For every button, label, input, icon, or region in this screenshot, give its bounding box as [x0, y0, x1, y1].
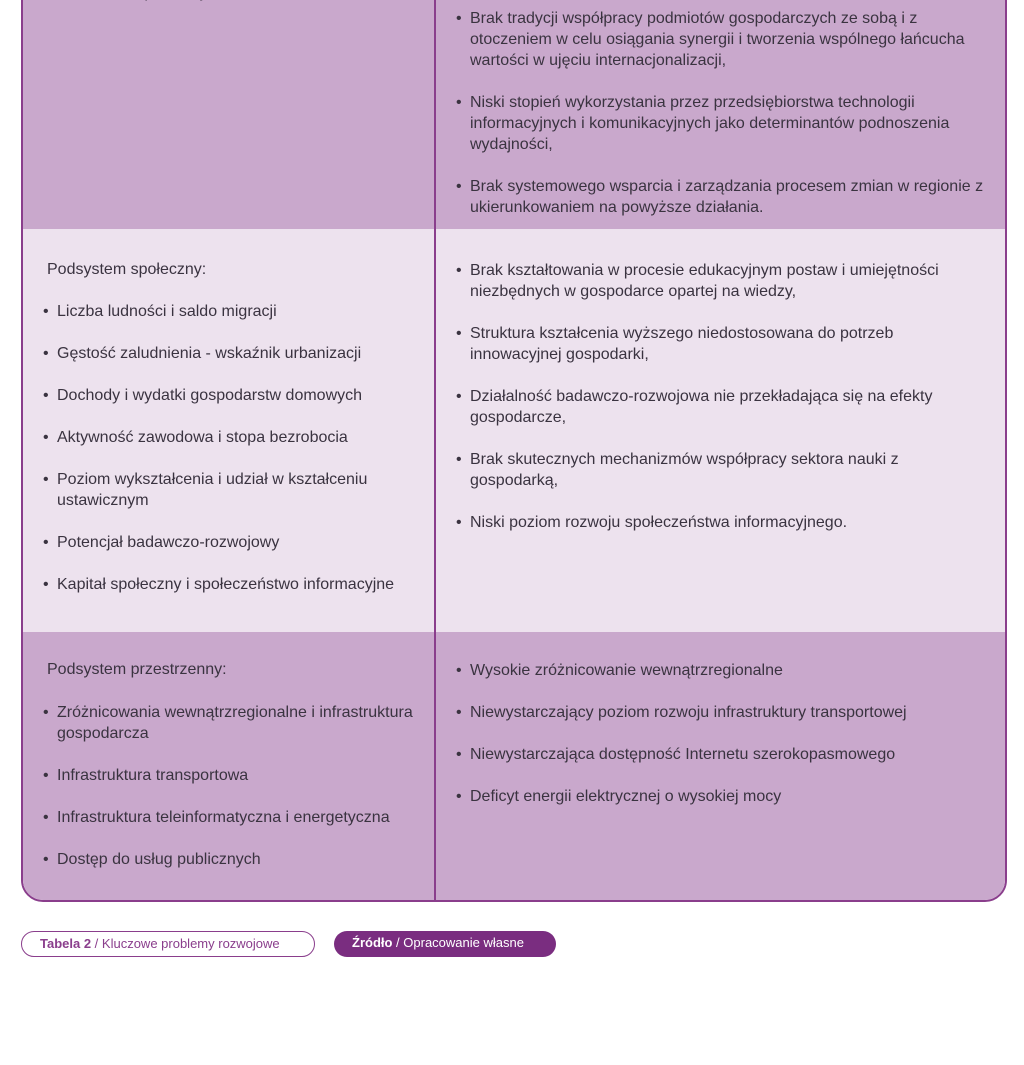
list-item: • Dostęp do usług publicznych	[43, 849, 423, 870]
source-caption	[334, 931, 556, 957]
problems-table	[21, 0, 1007, 902]
spatial-left-cell	[23, 632, 434, 902]
list-item: • Brak tradycji współpracy podmiotów gospodarczych ze sobą i z otoczeniem w celu osiągania synergii i tworzenia wspólnego łańcucha wartości w ujęciu internacjonalizacji,	[456, 8, 986, 71]
list-item: • Działalność badawczo-rozwojowa nie przekładająca się na efekty gospodarcze,	[456, 386, 986, 428]
list-item: • Niewystarczająca dostępność Internetu szerokopasmowego	[456, 744, 986, 765]
list-item: • Poziom wykształcenia i udział w kształceniu ustawicznym	[43, 469, 423, 511]
list-item: • Niski stopień wykorzystania przez przedsiębiorstwa technologii informacyjnych i komunikacyjnych jako determinantów podnoszenia wydajności,	[456, 92, 986, 155]
row-spatial	[23, 632, 1005, 902]
list-item: • Deficyt energii elektrycznej o wysokiej mocy	[456, 786, 986, 807]
social-left-cell	[23, 229, 434, 632]
econ-left-partial	[59, 0, 256, 2]
list-item: • Brak systemowego wsparcia i zarządzania procesem zmian w regionie z ukierunkowaniem na powyższe działania.	[456, 176, 986, 218]
list-item: • Brak kształtowania w procesie edukacyjnym postaw i umiejętności niezbędnych w gospodarce opartej na wiedzy,	[456, 260, 986, 302]
source-text: Opracowanie własne	[403, 935, 524, 950]
list-item: • Gęstość zaludnienia - wskaźnik urbanizacji	[43, 343, 423, 364]
spatial-factors-list	[43, 702, 423, 891]
list-item: • Niewystarczający poziom rozwoju infrastruktury transportowej	[456, 702, 986, 723]
caption-separator: /	[91, 936, 102, 951]
list-item: • Niski poziom rozwoju społeczeństwa informacyjnego.	[456, 512, 986, 533]
social-title: Podsystem społeczny:	[47, 261, 207, 278]
econ-problems-list	[456, 8, 986, 239]
table-number: Tabela 2	[40, 936, 92, 951]
social-problems-list	[456, 260, 986, 554]
table-title: Kluczowe problemy rozwojowe	[101, 936, 280, 951]
spatial-title: Podsystem przestrzenny:	[47, 661, 227, 678]
econ-right-cell	[436, 0, 1007, 229]
list-item: • Zróżnicowania wewnątrzregionalne i infrastruktura gospodarcza	[43, 702, 423, 744]
list-item: • Dochody i wydatki gospodarstw domowych	[43, 385, 423, 406]
source-label: Źródło	[352, 935, 393, 950]
list-item: • Infrastruktura transportowa	[43, 765, 423, 786]
list-item: • Infrastruktura teleinformatyczna i energetyczna	[43, 807, 423, 828]
list-item: • Kapitał społeczny i społeczeństwo informacyjne	[43, 574, 423, 595]
column-divider	[434, 0, 436, 900]
row-economic	[23, 0, 1005, 229]
list-item: • Struktura kształcenia wyższego niedostosowana do potrzeb innowacyjnej gospodarki,	[456, 323, 986, 365]
list-item: • Brak skutecznych mechanizmów współpracy sektora nauki z gospodarką,	[456, 449, 986, 491]
social-factors-list	[43, 301, 423, 616]
list-item: • Potencjał badawczo-rozwojowy	[43, 532, 423, 553]
econ-left-cell	[23, 0, 434, 229]
caption-separator: /	[392, 935, 404, 950]
list-item: • Wysokie zróżnicowanie wewnątrzregionalne	[456, 660, 986, 681]
list-item: • Aktywność zawodowa i stopa bezrobocia	[43, 427, 423, 448]
table-caption	[21, 931, 315, 957]
spatial-right-cell	[436, 632, 1007, 902]
spatial-problems-list	[456, 660, 986, 828]
list-item: • Liczba ludności i saldo migracji	[43, 301, 423, 322]
row-social	[23, 229, 1005, 632]
social-right-cell	[436, 229, 1007, 632]
